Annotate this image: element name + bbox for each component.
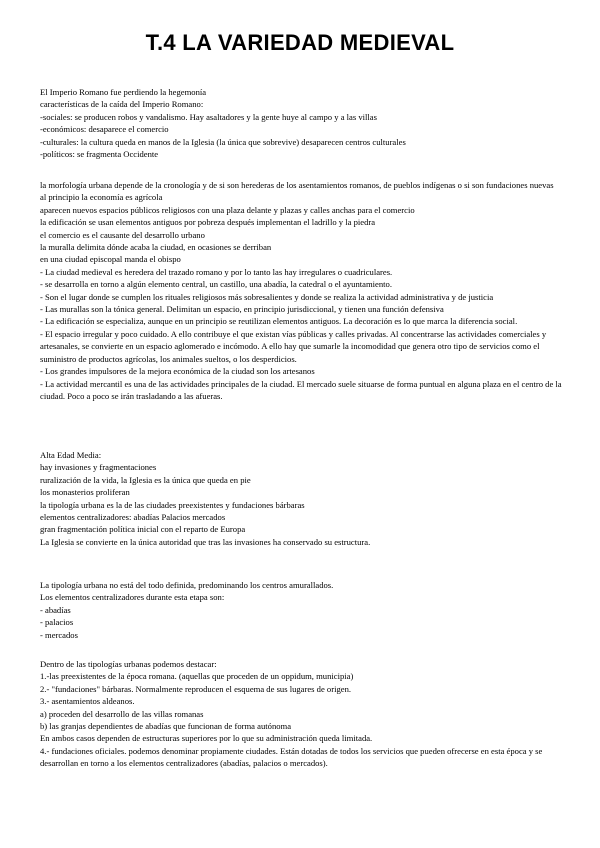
text-line: - se desarrolla en torno a algún elemento central, un castillo, una abadía, la catedral o el ayuntamiento. bbox=[40, 279, 392, 290]
text-line: - Los grandes impulsores de la mejora económica de la ciudad son los artesanos bbox=[40, 366, 315, 377]
text-line: elementos centralizadores: abadías Palacios mercados bbox=[40, 512, 226, 523]
text-line: la tipología urbana es la de las ciudades preexistentes y fundaciones bárbaras bbox=[40, 499, 305, 510]
text-line: características de la caída del Imperio Romano: bbox=[40, 99, 204, 110]
text-line: Dentro de las tipologías urbanas podemos destacar: bbox=[40, 659, 217, 669]
text-line: el comercio es el causante del desarrollo urbano bbox=[40, 229, 205, 240]
text-line: En ambos casos dependen de estructuras superiores por lo que su administración queda limitada. bbox=[40, 733, 373, 744]
text-line: -políticos: se fragmenta Occidente bbox=[40, 149, 159, 160]
text-line: La tipología urbana no está del todo definida, predominando los centros amurallados. bbox=[40, 580, 334, 590]
text-line: aparecen nuevos espacios públicos religiosos con una plaza delante y plazas y calles anchas para el comercio bbox=[40, 204, 415, 215]
alta-edad-media-section bbox=[40, 449, 575, 548]
text-line: la muralla delimita dónde acaba la ciudad, en ocasiones se derriban bbox=[40, 242, 272, 253]
text-line: gran fragmentación política inicial con el reparto de Europa bbox=[40, 524, 246, 535]
text-line: - La ciudad medieval es heredera del trazado romano y por lo tanto las hay irregulares o cuadriculares. bbox=[40, 266, 393, 277]
text-line: - La actividad mercantil es una de las actividades principales de la ciudad. El mercado suele situarse de forma puntual en alguna plaza en el centro de la ciudad. Poco a poco se irán trasladando a las afueras. bbox=[40, 378, 562, 401]
morphology-section bbox=[40, 179, 575, 402]
text-line: los monasterios proliferan bbox=[40, 487, 130, 498]
text-line: - Son el lugar donde se cumplen los rituales religiosos más sobresalientes y donde se realiza la actividad administrativa y de justicia bbox=[40, 291, 494, 302]
list-item: 3.- asentamientos aldeanos. bbox=[40, 696, 135, 707]
list-item: a) proceden del desarrollo de las villas romanas bbox=[40, 708, 204, 719]
section-heading: Alta Edad Media: bbox=[40, 450, 102, 460]
list-item: - abadías bbox=[40, 604, 71, 615]
list-item: - mercados bbox=[40, 629, 78, 640]
intro-section bbox=[40, 86, 575, 160]
text-line: la edificación se usan elementos antiguos por pobreza después implementan el ladrillo y la piedra bbox=[40, 217, 376, 228]
list-item: 2.- "fundaciones" bárbaras. Normalmente reproducen el esquema de sus lugares de origen. bbox=[40, 683, 352, 694]
text-line: -culturales: la cultura queda en manos de la Iglesia (la única que sobrevive) desaparecen centros culturales bbox=[40, 136, 406, 147]
document-title: T.4 LA VARIEDAD MEDIEVAL bbox=[145, 30, 455, 55]
urban-typologies-section bbox=[40, 658, 575, 770]
typology-section bbox=[40, 579, 575, 641]
text-line: ruralización de la vida, la Iglesia es la única que queda en pie bbox=[40, 474, 251, 485]
text-line: La Iglesia se convierte en la única autoridad que tras las invasiones ha conservado su estructura. bbox=[40, 536, 371, 547]
text-line: Los elementos centralizadores durante esta etapa son: bbox=[40, 592, 225, 603]
list-item: b) las granjas dependientes de abadías que funcionan de forma autónoma bbox=[40, 721, 292, 732]
text-line: El Imperio Romano fue perdiendo la hegemonía bbox=[40, 87, 207, 97]
text-line: hay invasiones y fragmentaciones bbox=[40, 462, 157, 473]
list-item: 1.-las preexistentes de la época romana. (aquellas que proceden de un oppidum, municipia) bbox=[40, 671, 354, 682]
text-line: - El espacio irregular y poco cuidado. A ello contribuye el que existan vías públicas y calles privadas. Al concentrarse las actividades comerciales y artesanales, se convierte en un espacio aglomerado e incómodo. A ello hay que sumarle la incomodidad que genera otro tipo de servicios como el suministro de productos agrícolas, los animales sueltos, o los desperdicios. bbox=[40, 328, 547, 364]
list-item: - palacios bbox=[40, 617, 74, 628]
text-line: -sociales: se producen robos y vandalismo. Hay asaltadores y la gente huye al campo y a las villas bbox=[40, 111, 377, 122]
text-line: - La edificación se especializa, aunque en un principio se reutilizan elementos antiguos. La decoración es lo que marca la diferencia social. bbox=[40, 316, 518, 327]
text-line: al principio la economía es agrícola bbox=[40, 192, 163, 203]
text-line: -económicos: desaparece el comercio bbox=[40, 124, 169, 135]
text-line: en una ciudad episcopal manda el obispo bbox=[40, 254, 181, 265]
text-line: la morfología urbana depende de la cronología y de si son herederas de los asentamientos romanos, de pueblos indígenas o si son fundaciones nuevas bbox=[40, 180, 554, 190]
list-item: 4.- fundaciones oficiales. podemos denominar propiamente ciudades. Están dotadas de todos los servicios que pueden ofrecerse en esta época y se desarrollan en torno a los elementos centralizadores (abadías, palacios o mercados). bbox=[40, 745, 543, 769]
text-line: - Las murallas son la tónica general. Delimitan un espacio, en principio jurisdiccional, y tienen una función defensiva bbox=[40, 304, 444, 315]
